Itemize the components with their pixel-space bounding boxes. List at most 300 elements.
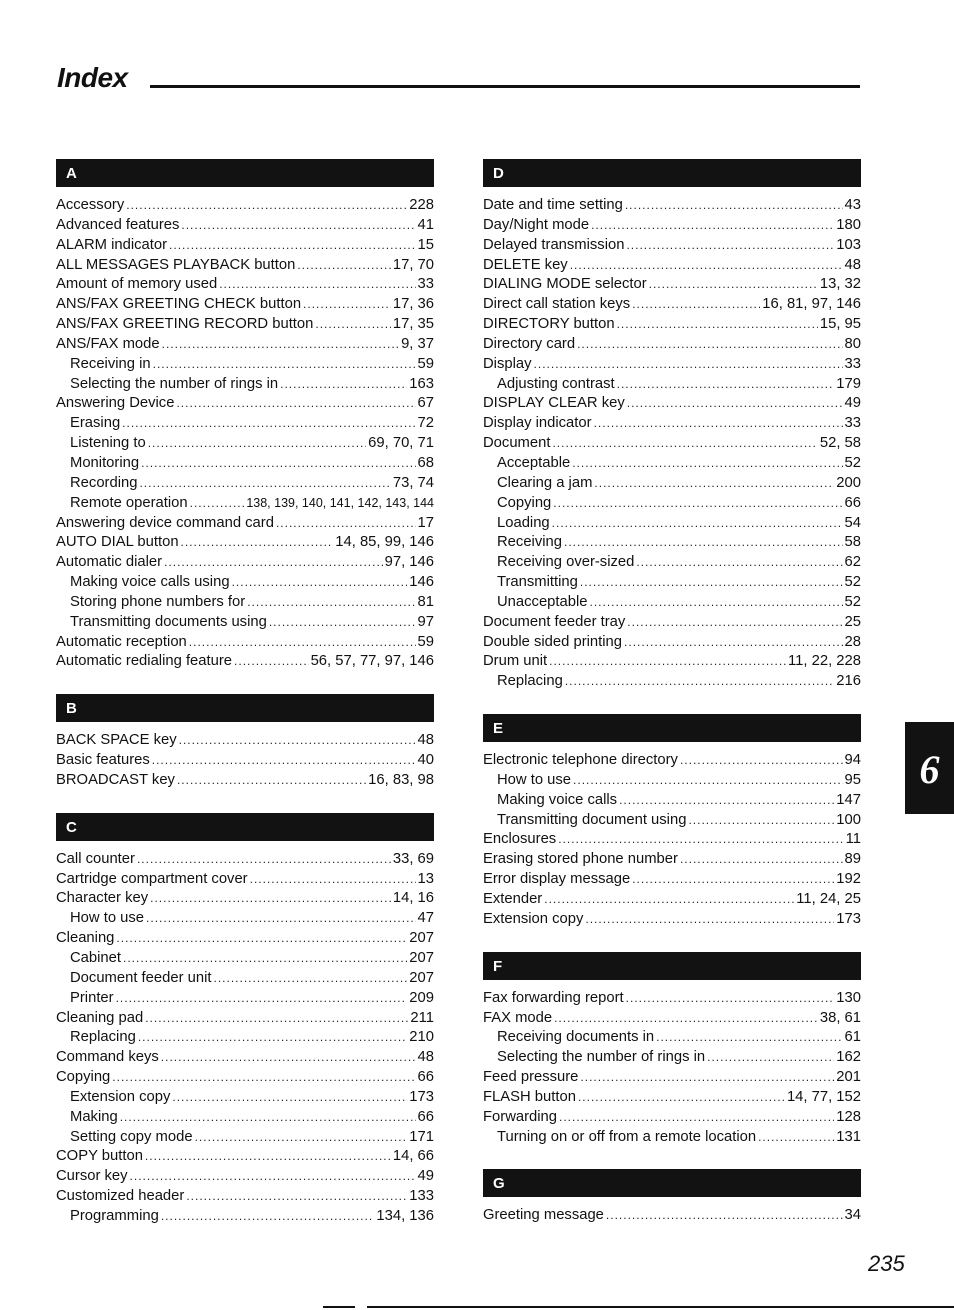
- entry-pages: 95: [844, 771, 861, 788]
- entry-pages: 211: [410, 1009, 434, 1026]
- entry-pages: 54: [844, 514, 861, 531]
- entry-pages: 16, 83, 98: [368, 771, 434, 788]
- entry-term: Recording: [70, 474, 138, 491]
- entry-pages: 52, 58: [819, 435, 861, 452]
- entry-term: Transmitting: [497, 574, 578, 591]
- entry-pages: 81: [417, 593, 434, 610]
- entry-term: Day/Night mode: [483, 216, 590, 233]
- index-entry: [483, 830, 861, 850]
- entry-term: Accessory: [56, 197, 125, 213]
- section-letter-header: F: [483, 952, 861, 980]
- entry-term: Transmitting documents using: [70, 613, 267, 630]
- dot-leader: [688, 811, 834, 831]
- entry-term: Cursor key: [56, 1168, 128, 1185]
- dot-leader: [680, 751, 843, 771]
- entry-pages: 48: [844, 256, 861, 273]
- entry-pages: 17, 36: [392, 296, 434, 313]
- entry-pages: 228: [409, 197, 434, 213]
- index-entry: [483, 1009, 861, 1029]
- index-entry: [56, 929, 434, 949]
- dot-leader: [591, 216, 834, 236]
- entry-pages: 147: [836, 791, 861, 808]
- index-entry: [56, 1187, 434, 1207]
- title-rule: [150, 85, 860, 88]
- entry-pages: 62: [844, 554, 861, 571]
- dot-leader: [619, 791, 834, 811]
- dot-leader: [189, 633, 416, 653]
- entry-term: ANS/FAX mode: [56, 335, 160, 352]
- index-entry: [56, 236, 434, 256]
- entry-pages: 72: [417, 415, 434, 432]
- entry-term: Replacing: [70, 1029, 136, 1046]
- section-letter-header: B: [56, 694, 434, 722]
- index-entry: [483, 1108, 861, 1128]
- index-entry: [56, 335, 434, 355]
- entry-pages: 28: [844, 633, 861, 650]
- entry-term: Copying: [56, 1069, 111, 1086]
- entry-pages: 173: [409, 1088, 434, 1105]
- entry-pages: 49: [844, 395, 861, 412]
- index-entry: [483, 295, 861, 315]
- entry-pages: 56, 57, 77, 97, 146: [310, 653, 434, 670]
- index-entry: [483, 256, 861, 276]
- index-entry: [483, 1068, 861, 1088]
- entry-term: COPY button: [56, 1148, 143, 1165]
- entry-pages: 207: [409, 950, 434, 966]
- dot-leader: [627, 613, 842, 633]
- entry-term: Adjusting contrast: [497, 375, 615, 392]
- entry-pages: 52: [844, 454, 861, 471]
- dot-leader: [656, 1028, 842, 1048]
- entry-pages: 14, 77, 152: [786, 1088, 861, 1105]
- entry-term: Basic features: [56, 752, 150, 769]
- entry-term: Double sided printing: [483, 633, 623, 650]
- dot-leader: [150, 889, 391, 909]
- dot-leader: [636, 553, 842, 573]
- dot-leader: [250, 870, 416, 890]
- entry-pages: 103: [836, 236, 861, 253]
- page-title: Index: [57, 62, 128, 93]
- index-subentry: [483, 791, 861, 811]
- entry-term: Forwarding: [483, 1108, 558, 1125]
- entry-pages: 59: [417, 633, 434, 650]
- dot-leader: [758, 1128, 834, 1148]
- entry-pages: 33, 69: [392, 850, 434, 867]
- entry-term: Customized header: [56, 1188, 185, 1205]
- index-section-e: [483, 714, 861, 930]
- dot-leader: [680, 850, 843, 870]
- index-subentry: [483, 1048, 861, 1068]
- entry-term: Character key: [56, 890, 149, 907]
- index-subentry: [56, 375, 434, 395]
- dot-leader: [122, 414, 415, 434]
- index-entry: [483, 216, 861, 236]
- dot-leader: [137, 850, 391, 870]
- section-letter-header: G: [483, 1169, 861, 1197]
- dot-leader: [632, 295, 760, 315]
- entry-term: Cartridge compartment cover: [56, 870, 248, 887]
- dot-leader: [172, 1088, 407, 1108]
- entry-term: Loading: [497, 514, 550, 531]
- entry-term: Replacing: [497, 673, 563, 690]
- section-letter-header: D: [483, 159, 861, 187]
- index-section-d: [483, 159, 861, 692]
- entry-pages: 11, 22, 228: [788, 653, 861, 670]
- index-entry: [483, 870, 861, 890]
- index-column-left: [56, 159, 434, 1249]
- entry-term: DIALING MODE selector: [483, 276, 647, 293]
- dot-leader: [161, 1048, 416, 1068]
- entry-pages: 131: [836, 1128, 861, 1145]
- index-subentry: [56, 454, 434, 474]
- index-subentry: [56, 969, 434, 989]
- entry-pages: 14, 66: [392, 1148, 434, 1165]
- index-entry: [56, 533, 434, 553]
- index-entry: [56, 275, 434, 295]
- entry-pages: 100: [836, 811, 861, 828]
- index-subentry: [483, 494, 861, 514]
- index-entry: [56, 652, 434, 672]
- index-entry: [56, 196, 434, 216]
- index-entry: [56, 633, 434, 653]
- dot-leader: [626, 236, 834, 256]
- entry-pages: 38, 61: [819, 1009, 861, 1026]
- dot-leader: [232, 573, 408, 593]
- index-entry: [56, 1167, 434, 1187]
- entry-term: ANS/FAX GREETING CHECK button: [56, 296, 302, 313]
- entry-term: Clearing a jam: [497, 474, 593, 491]
- entry-term: DIRECTORY button: [483, 316, 615, 333]
- dot-leader: [572, 454, 842, 474]
- entry-pages: 17: [417, 514, 434, 531]
- entry-pages: 68: [417, 454, 434, 471]
- dot-leader: [632, 870, 834, 890]
- index-subentry: [56, 355, 434, 375]
- index-section-a: [56, 159, 434, 672]
- dot-leader: [624, 633, 843, 653]
- dot-leader: [594, 414, 843, 434]
- footer-rule-short: [323, 1306, 355, 1308]
- entry-pages: 163: [409, 375, 434, 392]
- entry-pages: 33: [844, 415, 861, 432]
- entry-term: Automatic reception: [56, 633, 187, 650]
- index-entry: [483, 652, 861, 672]
- entry-pages: 25: [844, 613, 861, 630]
- index-entry: [56, 1048, 434, 1068]
- entry-pages: 179: [836, 375, 861, 392]
- entry-pages: 47: [417, 910, 434, 927]
- entry-term: Electronic telephone directory: [483, 752, 678, 769]
- entry-term: Fax forwarding report: [483, 989, 624, 1006]
- index-subentry: [56, 613, 434, 633]
- entry-term: Listening to: [70, 435, 146, 452]
- index-entry: [56, 216, 434, 236]
- index-section-b: [56, 694, 434, 791]
- dot-leader: [626, 989, 835, 1009]
- entry-term: Command keys: [56, 1049, 159, 1066]
- dot-leader: [554, 1009, 818, 1029]
- index-entry: [483, 414, 861, 434]
- dot-leader: [573, 771, 843, 791]
- entry-pages: 180: [836, 216, 861, 233]
- index-entry: [483, 1206, 861, 1226]
- dot-leader: [123, 949, 407, 969]
- entry-term: Display indicator: [483, 415, 592, 432]
- entry-term: Selecting the number of rings in: [497, 1049, 706, 1066]
- index-subentry: [56, 474, 434, 494]
- index-entry: [483, 910, 861, 930]
- entry-pages: 13, 32: [819, 276, 861, 293]
- index-entry: [56, 553, 434, 573]
- index-entry: [56, 771, 434, 791]
- index-entry: [483, 394, 861, 414]
- entry-term: Monitoring: [70, 454, 140, 471]
- entry-term: Amount of memory used: [56, 276, 218, 293]
- index-entry: [56, 850, 434, 870]
- entry-pages: 133: [409, 1188, 434, 1205]
- entry-term: Answering device command card: [56, 514, 274, 531]
- entry-term: How to use: [70, 910, 145, 927]
- entry-term: Document feeder unit: [70, 969, 212, 986]
- entry-term: Document: [483, 435, 551, 452]
- entry-pages: 13: [417, 870, 434, 887]
- dot-leader: [297, 256, 391, 276]
- index-entry: [483, 890, 861, 910]
- index-subentry: [483, 474, 861, 494]
- dot-leader: [649, 275, 818, 295]
- section-letter-header: A: [56, 159, 434, 187]
- entry-pages: 97, 146: [384, 554, 434, 571]
- dot-leader: [181, 533, 334, 553]
- dot-leader: [116, 989, 408, 1009]
- dot-leader: [145, 1147, 391, 1167]
- index-subentry: [483, 811, 861, 831]
- entry-pages: 146: [409, 574, 434, 591]
- entry-term: Receiving: [497, 534, 562, 551]
- entry-pages: 61: [844, 1029, 861, 1046]
- index-subentry: [56, 434, 434, 454]
- dot-leader: [627, 394, 843, 414]
- entry-pages: 216: [836, 673, 861, 690]
- entry-term: Receiving documents in: [497, 1029, 655, 1046]
- index-subentry: [56, 494, 434, 514]
- dot-leader: [549, 652, 786, 672]
- entry-pages: 200: [836, 474, 861, 491]
- dot-leader: [564, 533, 843, 553]
- dot-leader: [139, 474, 390, 494]
- entry-term: Turning on or off from a remote location: [497, 1128, 757, 1145]
- entry-pages: 15, 95: [819, 316, 861, 333]
- index-subentry: [56, 989, 434, 1009]
- entry-term: Acceptable: [497, 454, 571, 471]
- index-subentry: [56, 573, 434, 593]
- dot-leader: [195, 1128, 408, 1148]
- entry-term: Extension copy: [483, 910, 584, 927]
- entry-term: Erasing stored phone number: [483, 851, 678, 868]
- page-number: 235: [868, 1251, 905, 1276]
- dot-leader: [213, 969, 407, 989]
- index-subentry: [483, 593, 861, 613]
- index-entry: [56, 295, 434, 315]
- index-entry: [483, 633, 861, 653]
- dot-leader: [126, 196, 407, 216]
- index-entry: [56, 1068, 434, 1088]
- dot-leader: [138, 1028, 407, 1048]
- dot-leader: [161, 1207, 375, 1227]
- entry-pages: 59: [417, 355, 434, 372]
- dot-leader: [625, 196, 843, 216]
- entry-pages: 48: [417, 1049, 434, 1066]
- entry-pages: 128: [836, 1108, 861, 1125]
- entry-pages: 15: [417, 236, 434, 253]
- index-subentry: [56, 1108, 434, 1128]
- dot-leader: [577, 335, 842, 355]
- index-entry: [56, 394, 434, 414]
- entry-pages: 66: [417, 1108, 434, 1125]
- entry-pages: 67: [417, 395, 434, 412]
- entry-term: Direct call station keys: [483, 296, 631, 313]
- dot-leader: [553, 494, 842, 514]
- entry-term: Extender: [483, 891, 543, 907]
- dot-leader: [112, 1068, 415, 1088]
- dot-leader: [179, 731, 416, 751]
- entry-pages: 33: [417, 276, 434, 293]
- entry-pages: 16, 81, 97, 146: [762, 296, 861, 313]
- entry-pages: 69, 70, 71: [368, 435, 434, 452]
- entry-pages: 9, 37: [401, 335, 434, 352]
- dot-leader: [570, 256, 843, 276]
- dot-leader: [617, 315, 818, 335]
- dot-leader: [552, 514, 843, 534]
- entry-pages: 14, 16: [392, 890, 434, 907]
- dot-leader: [219, 275, 415, 295]
- index-entry: [483, 751, 861, 771]
- entry-term: Erasing: [70, 415, 121, 432]
- dot-leader: [177, 771, 366, 791]
- index-subentry: [56, 414, 434, 434]
- entry-pages: 17, 35: [392, 316, 434, 333]
- index-entry: [483, 850, 861, 870]
- entry-term: ANS/FAX GREETING RECORD button: [56, 316, 314, 333]
- dot-leader: [176, 394, 415, 414]
- entry-term: Date and time setting: [483, 197, 623, 213]
- entry-term: Greeting message: [483, 1207, 604, 1224]
- entry-term: How to use: [497, 771, 572, 788]
- index-subentry: [483, 514, 861, 534]
- index-entry: [56, 751, 434, 771]
- index-entry: [483, 335, 861, 355]
- entry-term: Storing phone numbers for: [70, 593, 246, 610]
- dot-leader: [164, 553, 383, 573]
- dot-leader: [578, 1088, 785, 1108]
- index-subentry: [483, 454, 861, 474]
- dot-leader: [276, 514, 416, 534]
- dot-leader: [303, 295, 391, 315]
- index-entry: [483, 613, 861, 633]
- dot-leader: [152, 751, 416, 771]
- entry-term: Printer: [70, 989, 114, 1006]
- dot-leader: [146, 909, 416, 929]
- index-subentry: [483, 1128, 861, 1148]
- entry-pages: 41: [417, 216, 434, 233]
- dot-leader: [617, 375, 835, 395]
- dot-leader: [280, 375, 407, 395]
- entry-pages: 97: [417, 613, 434, 630]
- entry-pages: 73, 74: [392, 474, 434, 491]
- entry-pages: 17, 70: [392, 256, 434, 273]
- chapter-tab: 6: [905, 722, 954, 814]
- dot-leader: [269, 613, 416, 633]
- index-entry: [483, 275, 861, 295]
- entry-term: Programming: [70, 1207, 159, 1224]
- entry-term: Enclosures: [483, 831, 557, 848]
- index-entry: [56, 1009, 434, 1029]
- entry-pages: 58: [844, 534, 861, 551]
- index-entry: [483, 236, 861, 256]
- dot-leader: [169, 236, 416, 256]
- index-entry: [56, 256, 434, 276]
- entry-term: Automatic dialer: [56, 554, 163, 571]
- entry-pages: 40: [417, 752, 434, 769]
- entry-term: ALARM indicator: [56, 236, 168, 253]
- dot-leader: [162, 335, 399, 355]
- entry-term: Transmitting document using: [497, 811, 687, 828]
- entry-term: Delayed transmission: [483, 236, 625, 253]
- dot-leader: [580, 573, 843, 593]
- entry-term: BACK SPACE key: [56, 732, 177, 749]
- index-section-c: [56, 813, 434, 1227]
- index-entry: [56, 870, 434, 890]
- entry-term: FLASH button: [483, 1088, 576, 1105]
- entry-term: Feed pressure: [483, 1069, 579, 1086]
- entry-pages: 14, 85, 99, 146: [335, 534, 434, 551]
- dot-leader: [234, 652, 309, 672]
- dot-leader: [116, 929, 407, 949]
- dot-leader: [606, 1206, 843, 1226]
- entry-term: Making voice calls: [497, 791, 618, 808]
- index-entry: [483, 315, 861, 335]
- index-entry: [483, 434, 861, 454]
- section-letter-header: E: [483, 714, 861, 742]
- entry-term: Making: [70, 1108, 118, 1125]
- entry-term: Copying: [497, 494, 552, 511]
- index-subentry: [56, 1207, 434, 1227]
- index-entry: [56, 1147, 434, 1167]
- dot-leader: [141, 454, 415, 474]
- dot-leader: [559, 1108, 834, 1128]
- entry-term: Setting copy mode: [70, 1128, 193, 1145]
- entry-pages: 66: [844, 494, 861, 511]
- index-subentry: [56, 1088, 434, 1108]
- entry-pages: 34: [844, 1207, 861, 1224]
- index-section-f: [483, 952, 861, 1148]
- entry-term: Remote operation: [70, 494, 188, 511]
- index-subentry: [483, 375, 861, 395]
- entry-pages: 66: [417, 1069, 434, 1086]
- dot-leader: [130, 1167, 416, 1187]
- index-subentry: [56, 1028, 434, 1048]
- entry-pages: 94: [844, 752, 861, 769]
- entry-pages: 134, 136: [376, 1207, 434, 1224]
- index-entry: [483, 989, 861, 1009]
- index-entry: [483, 355, 861, 375]
- entry-term: DISPLAY CLEAR key: [483, 395, 625, 412]
- index-subentry: [483, 672, 861, 692]
- dot-leader: [148, 434, 366, 454]
- dot-leader: [552, 434, 817, 454]
- entry-pages: 11: [845, 831, 861, 848]
- entry-term: Document feeder tray: [483, 613, 626, 630]
